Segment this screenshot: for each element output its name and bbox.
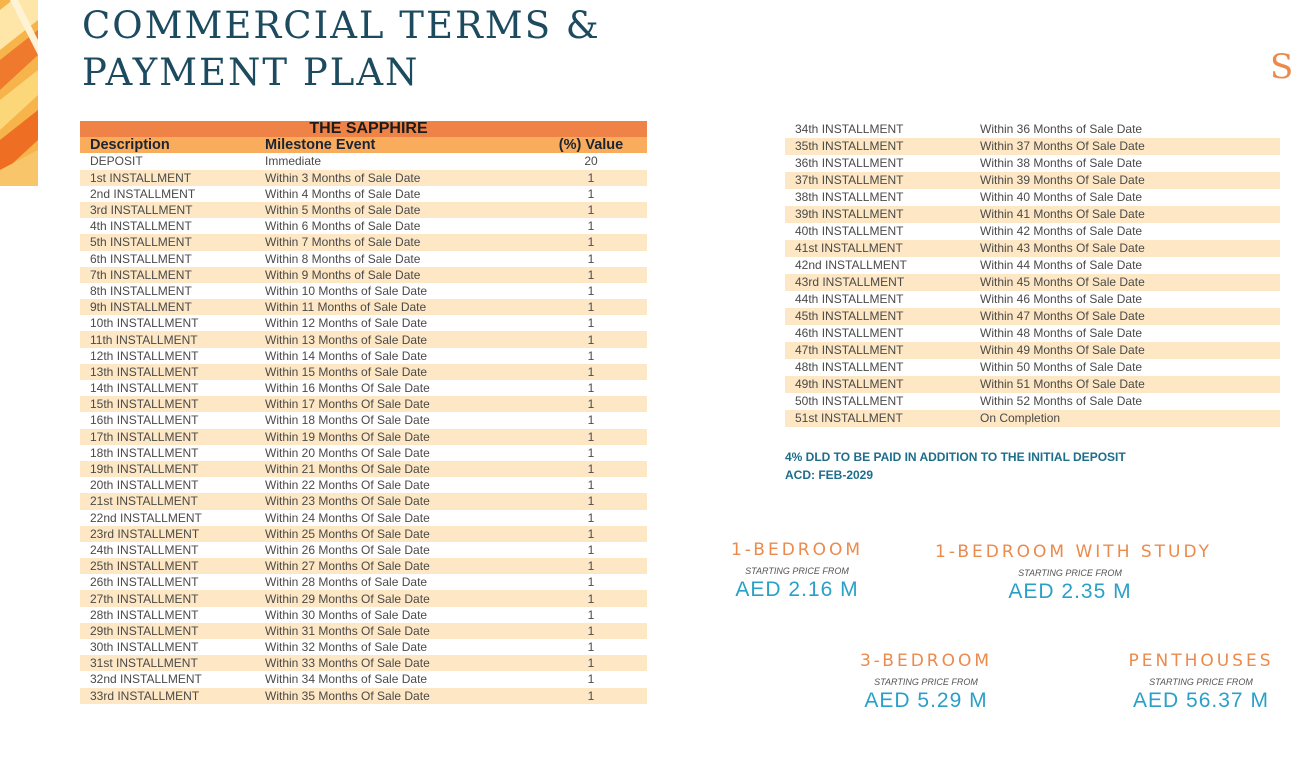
- row-description: 32nd INSTALLMENT: [90, 672, 202, 687]
- row-milestone: Within 22 Months Of Sale Date: [265, 478, 430, 493]
- row-milestone: Within 47 Months Of Sale Date: [970, 308, 1280, 325]
- row-description: 1st INSTALLMENT: [80, 170, 255, 186]
- table-row: [80, 639, 647, 655]
- row-milestone: Within 40 Months of Sale Date: [980, 190, 1143, 204]
- row-description: 27th INSTALLMENT: [80, 590, 255, 606]
- table-row: [80, 590, 647, 606]
- row-value: 1: [535, 396, 647, 412]
- table-row: [80, 542, 647, 558]
- row-description: 46th INSTALLMENT: [795, 326, 904, 340]
- row-milestone: Within 51 Months Of Sale Date: [970, 376, 1280, 393]
- row-description: 25th INSTALLMENT: [80, 558, 255, 574]
- row-milestone: On Completion: [970, 410, 1280, 427]
- table-row: [80, 688, 647, 704]
- row-milestone: Within 44 Months of Sale Date: [980, 258, 1143, 272]
- table-row: [785, 121, 1280, 138]
- row-value: 1: [535, 170, 647, 186]
- table-row: [80, 574, 647, 590]
- row-description: 24th INSTALLMENT: [90, 542, 199, 557]
- row-description: 18th INSTALLMENT: [90, 445, 199, 460]
- row-description: 7th INSTALLMENT: [80, 267, 255, 283]
- row-description: 51st INSTALLMENT: [785, 410, 970, 427]
- row-description: 11th INSTALLMENT: [80, 331, 255, 347]
- row-value: 1: [587, 542, 595, 557]
- row-milestone: Within 52 Months of Sale Date: [980, 394, 1143, 408]
- table-row: [80, 234, 647, 250]
- row-milestone: Within 46 Months of Sale Date: [980, 292, 1143, 306]
- table-row: [80, 380, 647, 396]
- row-milestone: Within 45 Months Of Sale Date: [970, 274, 1280, 291]
- row-milestone: Within 18 Months Of Sale Date: [265, 413, 430, 428]
- row-value: 1: [535, 526, 647, 542]
- unit-name: 1-BEDROOM: [730, 540, 864, 560]
- unit-name: PENTHOUSES: [1128, 651, 1274, 671]
- table-row: [785, 274, 1280, 291]
- row-milestone: Within 25 Months Of Sale Date: [255, 526, 535, 542]
- cropped-heading-fragment: S: [1270, 47, 1293, 87]
- row-value: 20: [584, 154, 598, 169]
- project-name: THE SAPPHIRE: [80, 121, 647, 137]
- row-description: 48th INSTALLMENT: [795, 360, 904, 374]
- table-row: [80, 510, 647, 526]
- table-row: [785, 240, 1280, 257]
- row-description: 12th INSTALLMENT: [90, 348, 199, 363]
- row-milestone: Within 36 Months of Sale Date: [980, 122, 1143, 136]
- row-description: 30th INSTALLMENT: [90, 640, 199, 655]
- row-description: 10th INSTALLMENT: [90, 316, 199, 331]
- row-description: 13th INSTALLMENT: [80, 364, 255, 380]
- row-description: 42nd INSTALLMENT: [795, 258, 907, 272]
- table-row: [80, 251, 647, 267]
- table-row: [80, 186, 647, 202]
- row-milestone: Within 37 Months Of Sale Date: [970, 138, 1280, 155]
- row-description: 45th INSTALLMENT: [785, 308, 970, 325]
- row-value: 1: [535, 688, 647, 704]
- table-row: [80, 331, 647, 347]
- row-description: 19th INSTALLMENT: [80, 461, 255, 477]
- row-description: 28th INSTALLMENT: [90, 607, 199, 622]
- table-row: [785, 410, 1280, 427]
- row-milestone: Within 10 Months of Sale Date: [265, 283, 428, 298]
- row-milestone: Within 31 Months Of Sale Date: [255, 623, 535, 639]
- row-milestone: Within 30 Months of Sale Date: [265, 607, 428, 622]
- row-milestone: Within 8 Months of Sale Date: [265, 251, 421, 266]
- table-row: [80, 202, 647, 218]
- row-description: 38th INSTALLMENT: [795, 190, 904, 204]
- row-milestone: Within 43 Months Of Sale Date: [970, 240, 1280, 257]
- acd-note: ACD: FEB-2029: [785, 468, 874, 482]
- table-row: [80, 461, 647, 477]
- row-milestone: Within 16 Months Of Sale Date: [265, 381, 430, 396]
- row-description: 4th INSTALLMENT: [90, 219, 192, 234]
- row-description: 44th INSTALLMENT: [795, 292, 904, 306]
- decorative-artwork: [0, 0, 38, 186]
- table-row: [785, 376, 1280, 393]
- table-row: [785, 359, 1280, 376]
- table-row: [785, 342, 1280, 359]
- row-value: 1: [535, 202, 647, 218]
- unit-price: AED 5.29 M: [864, 689, 988, 712]
- row-value: 1: [587, 640, 595, 655]
- table-row: [785, 189, 1280, 206]
- unit-price: AED 56.37 M: [1133, 689, 1269, 712]
- unit-price: AED 2.16 M: [735, 578, 859, 601]
- row-description: 29th INSTALLMENT: [80, 623, 255, 639]
- row-milestone: Within 23 Months Of Sale Date: [255, 493, 535, 509]
- row-value: 1: [535, 461, 647, 477]
- table-row: [80, 623, 647, 639]
- row-milestone: Within 19 Months Of Sale Date: [255, 429, 535, 445]
- row-description: 23rd INSTALLMENT: [80, 526, 255, 542]
- unit-name: 1-BEDROOM WITH STUDY: [935, 542, 1213, 562]
- table-row: [80, 526, 647, 542]
- page-title: [82, 2, 601, 96]
- row-description: 33rd INSTALLMENT: [80, 688, 255, 704]
- row-description: 20th INSTALLMENT: [90, 478, 199, 493]
- unit-card-3-bedroom: [851, 651, 1001, 713]
- row-value: 1: [535, 364, 647, 380]
- unit-price: AED 2.35 M: [1008, 580, 1132, 603]
- unit-name: 3-BEDROOM: [859, 651, 993, 671]
- row-description: 39th INSTALLMENT: [785, 206, 970, 223]
- row-milestone: Within 17 Months Of Sale Date: [255, 396, 535, 412]
- row-value: 1: [535, 299, 647, 315]
- row-description: 2nd INSTALLMENT: [90, 186, 196, 201]
- table-row: [80, 170, 647, 186]
- row-value: 1: [587, 381, 595, 396]
- table-row: [80, 153, 647, 169]
- row-value: 1: [587, 251, 595, 266]
- table-row: [80, 218, 647, 234]
- row-value: 1: [535, 331, 647, 347]
- row-milestone: Within 24 Months Of Sale Date: [265, 510, 430, 525]
- row-description: 17th INSTALLMENT: [80, 429, 255, 445]
- unit-card-1-bedroom-study: [935, 542, 1213, 604]
- payment-plan-table: [80, 121, 647, 704]
- table-row: [80, 267, 647, 283]
- row-milestone: Within 6 Months of Sale Date: [265, 219, 421, 234]
- row-milestone: Within 49 Months Of Sale Date: [970, 342, 1280, 359]
- table-row: [785, 325, 1280, 342]
- row-milestone: Within 12 Months of Sale Date: [265, 316, 428, 331]
- table-row: [785, 308, 1280, 325]
- table-row: [80, 607, 647, 623]
- row-description: 9th INSTALLMENT: [80, 299, 255, 315]
- table-row: [785, 393, 1280, 410]
- table-row: [785, 206, 1280, 223]
- table-row: [785, 223, 1280, 240]
- table-row: [80, 429, 647, 445]
- table-row: [80, 396, 647, 412]
- row-milestone: Within 34 Months of Sale Date: [265, 672, 428, 687]
- table-row: [80, 671, 647, 687]
- row-milestone: Immediate: [265, 154, 322, 169]
- unit-starting-label: STARTING PRICE FROM: [874, 677, 978, 687]
- row-milestone: Within 28 Months of Sale Date: [265, 575, 428, 590]
- unit-starting-label: STARTING PRICE FROM: [745, 566, 849, 576]
- row-milestone: Within 14 Months of Sale Date: [265, 348, 428, 363]
- row-description: 14th INSTALLMENT: [90, 381, 199, 396]
- row-description: DEPOSIT: [90, 154, 143, 169]
- row-value: 1: [587, 607, 595, 622]
- row-value: 1: [535, 558, 647, 574]
- row-description: 3rd INSTALLMENT: [80, 202, 255, 218]
- row-value: 1: [587, 316, 595, 331]
- table-row: [80, 283, 647, 299]
- row-milestone: Within 41 Months Of Sale Date: [970, 206, 1280, 223]
- row-description: 47th INSTALLMENT: [785, 342, 970, 359]
- row-description: 26th INSTALLMENT: [90, 575, 199, 590]
- header-milestone-event: Milestone Event: [255, 137, 535, 153]
- table-row: [785, 138, 1280, 155]
- table-row: [80, 412, 647, 428]
- row-description: 49th INSTALLMENT: [785, 376, 970, 393]
- row-milestone: Within 7 Months of Sale Date: [255, 234, 535, 250]
- row-value: 1: [587, 413, 595, 428]
- row-value: 1: [587, 510, 595, 525]
- row-value: 1: [535, 590, 647, 606]
- row-milestone: Within 21 Months Of Sale Date: [255, 461, 535, 477]
- page-title-line-1: COMMERCIAL TERMS &: [82, 4, 601, 47]
- row-description: 8th INSTALLMENT: [90, 283, 192, 298]
- row-description: 35th INSTALLMENT: [785, 138, 970, 155]
- row-milestone: Within 26 Months Of Sale Date: [265, 542, 430, 557]
- row-description: 34th INSTALLMENT: [795, 122, 904, 136]
- row-milestone: Within 48 Months of Sale Date: [980, 326, 1143, 340]
- table-row: [785, 257, 1280, 274]
- row-milestone: Within 38 Months of Sale Date: [980, 156, 1143, 170]
- row-milestone: Within 33 Months Of Sale Date: [255, 655, 535, 671]
- table-banner-row: [80, 121, 647, 137]
- row-milestone: Within 42 Months of Sale Date: [980, 224, 1143, 238]
- row-description: 36th INSTALLMENT: [795, 156, 904, 170]
- row-milestone: Within 32 Months of Sale Date: [265, 640, 428, 655]
- unit-starting-label: STARTING PRICE FROM: [1018, 568, 1122, 578]
- table-row: [80, 493, 647, 509]
- unit-card-penthouses: [1122, 651, 1280, 713]
- row-milestone: Within 4 Months of Sale Date: [265, 186, 421, 201]
- row-value: 1: [535, 267, 647, 283]
- dld-note: 4% DLD TO BE PAID IN ADDITION TO THE INITIAL DEPOSIT: [785, 450, 1126, 464]
- row-value: 1: [587, 672, 595, 687]
- header-value: (%) Value: [535, 137, 647, 153]
- table-row: [80, 299, 647, 315]
- row-milestone: Within 9 Months of Sale Date: [255, 267, 535, 283]
- row-description: 15th INSTALLMENT: [80, 396, 255, 412]
- row-milestone: Within 15 Months of Sale Date: [255, 364, 535, 380]
- unit-starting-label: STARTING PRICE FROM: [1149, 677, 1253, 687]
- table-row: [80, 445, 647, 461]
- table-row: [785, 172, 1280, 189]
- row-description: 40th INSTALLMENT: [795, 224, 904, 238]
- table-row: [80, 364, 647, 380]
- table-row: [80, 655, 647, 671]
- row-description: 6th INSTALLMENT: [90, 251, 192, 266]
- row-description: 41st INSTALLMENT: [785, 240, 970, 257]
- row-description: 37th INSTALLMENT: [785, 172, 970, 189]
- table-row: [80, 348, 647, 364]
- row-description: 22nd INSTALLMENT: [90, 510, 202, 525]
- table-row: [785, 155, 1280, 172]
- row-description: 16th INSTALLMENT: [90, 413, 199, 428]
- row-value: 1: [535, 234, 647, 250]
- row-milestone: Within 13 Months of Sale Date: [255, 331, 535, 347]
- row-milestone: Within 3 Months of Sale Date: [255, 170, 535, 186]
- row-value: 1: [587, 219, 595, 234]
- row-milestone: Within 11 Months of Sale Date: [255, 299, 535, 315]
- table-row: [80, 477, 647, 493]
- row-value: 1: [587, 478, 595, 493]
- row-milestone: Within 27 Months Of Sale Date: [255, 558, 535, 574]
- row-value: 1: [535, 493, 647, 509]
- row-milestone: Within 29 Months Of Sale Date: [255, 590, 535, 606]
- header-description: Description: [80, 137, 255, 153]
- table-row: [80, 558, 647, 574]
- row-milestone: Within 35 Months Of Sale Date: [255, 688, 535, 704]
- row-milestone: Within 20 Months Of Sale Date: [265, 445, 430, 460]
- row-value: 1: [535, 655, 647, 671]
- table-header-row: [80, 137, 647, 153]
- notes-block: [785, 448, 1126, 484]
- row-value: 1: [535, 623, 647, 639]
- row-description: 50th INSTALLMENT: [795, 394, 904, 408]
- row-description: 21st INSTALLMENT: [80, 493, 255, 509]
- page-title-line-2: PAYMENT PLAN: [82, 51, 420, 94]
- row-milestone: Within 39 Months Of Sale Date: [970, 172, 1280, 189]
- row-value: 1: [587, 445, 595, 460]
- row-value: 1: [587, 348, 595, 363]
- row-value: 1: [535, 429, 647, 445]
- table-row: [785, 291, 1280, 308]
- unit-card-1-bedroom: [727, 540, 867, 602]
- row-value: 1: [587, 283, 595, 298]
- row-milestone: Within 50 Months of Sale Date: [980, 360, 1143, 374]
- row-description: 5th INSTALLMENT: [80, 234, 255, 250]
- row-description: 31st INSTALLMENT: [80, 655, 255, 671]
- table-row: [80, 315, 647, 331]
- row-milestone: Within 5 Months of Sale Date: [255, 202, 535, 218]
- row-description: 43rd INSTALLMENT: [785, 274, 970, 291]
- payment-plan-table-continued: [785, 121, 1280, 427]
- row-value: 1: [587, 186, 595, 201]
- row-value: 1: [587, 575, 595, 590]
